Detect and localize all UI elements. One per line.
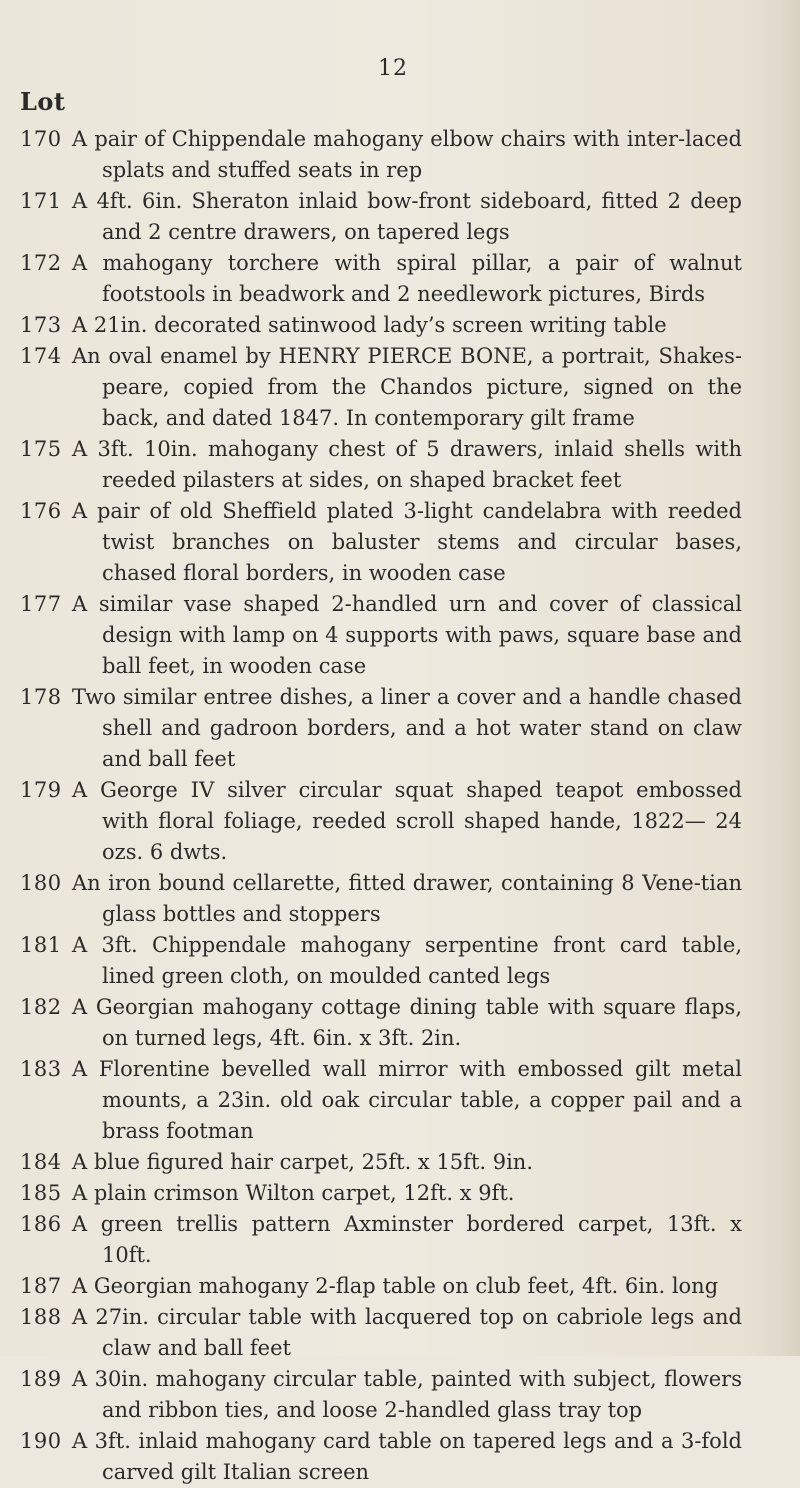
lot-entry [0, 434, 800, 496]
lot-entry [0, 1209, 800, 1271]
lot-entry [0, 341, 800, 434]
lot-entry [0, 310, 800, 341]
lot-number: 177 [20, 592, 62, 616]
lot-description: A Florentine bevelled wall mirror with embossed gilt metal mounts, a 23in. old oak circular table, a copper pail and a brass footman [72, 1057, 742, 1143]
lot-description: A blue figured hair carpet, 25ft. x 15ft. 9in. [72, 1150, 534, 1174]
lot-list [0, 124, 800, 1488]
lot-number: 175 [20, 437, 62, 461]
lot-description: A George IV silver circular squat shaped teapot embossed with floral foliage, reeded scroll shaped hande, 1822— 24 ozs. 6 dwts. [72, 778, 742, 864]
lot-number: 188 [20, 1305, 62, 1329]
lot-description: An oval enamel by HENRY PIERCE BONE, a portrait, Shakes-peare, copied from the Chandos picture, signed on the back, and dated 1847. In contemporary gilt frame [72, 344, 742, 430]
lot-entry [0, 1178, 800, 1209]
lot-column-header: Lot [20, 87, 66, 116]
lot-description: A pair of old Sheffield plated 3-light candelabra with reeded twist branches on baluster stems and circular bases, chased floral borders, in wooden case [72, 499, 742, 585]
lot-entry [0, 1302, 800, 1364]
lot-entry [0, 1054, 800, 1147]
lot-entry [0, 682, 800, 775]
lot-number: 173 [20, 313, 62, 337]
lot-description: A 30in. mahogany circular table, painted with subject, flowers and ribbon ties, and loose 2-handled glass tray top [72, 1367, 742, 1422]
lot-number: 189 [20, 1367, 62, 1391]
lot-number: 174 [20, 344, 62, 368]
lot-entry [0, 496, 800, 589]
lot-description: A 27in. circular table with lacquered top on cabriole legs and claw and ball feet [72, 1305, 742, 1360]
lot-description: A 21in. decorated satinwood lady’s screen writing table [72, 313, 667, 337]
lot-number: 180 [20, 871, 62, 895]
page-number: 12 [378, 56, 408, 81]
lot-entry [0, 1364, 800, 1426]
lot-number: 170 [20, 127, 62, 151]
lot-entry [0, 248, 800, 310]
lot-description: A 3ft. 10in. mahogany chest of 5 drawers, inlaid shells with reeded pilasters at sides, on shaped bracket feet [72, 437, 742, 492]
lot-number: 184 [20, 1150, 62, 1174]
lot-entry [0, 868, 800, 930]
lot-number: 176 [20, 499, 62, 523]
lot-entry [0, 992, 800, 1054]
lot-number: 182 [20, 995, 62, 1019]
lot-description: A similar vase shaped 2-handled urn and cover of classical design with lamp on 4 supports with paws, square base and ball feet, in wooden case [72, 592, 742, 678]
lot-number: 187 [20, 1274, 62, 1298]
lot-entry [0, 930, 800, 992]
lot-entry [0, 1271, 800, 1302]
lot-entry [0, 1147, 800, 1178]
lot-description: Two similar entree dishes, a liner a cover and a handle chased shell and gadroon borders, and a hot water stand on claw and ball feet [72, 685, 742, 771]
lot-entry [0, 124, 800, 186]
lot-number: 186 [20, 1212, 62, 1236]
lot-entry [0, 186, 800, 248]
lot-description: A 4ft. 6in. Sheraton inlaid bow-front sideboard, fitted 2 deep and 2 centre drawers, on tapered legs [72, 189, 742, 244]
lot-entry [0, 1426, 800, 1488]
lot-description: A pair of Chippendale mahogany elbow chairs with inter-laced splats and stuffed seats in rep [72, 127, 742, 182]
lot-description: An iron bound cellarette, fitted drawer, containing 8 Vene-tian glass bottles and stoppers [72, 871, 742, 926]
lot-number: 171 [20, 189, 62, 213]
lot-number: 179 [20, 778, 62, 802]
lot-description: A Georgian mahogany cottage dining table with square flaps, on turned legs, 4ft. 6in. x 3ft. 2in. [72, 995, 742, 1050]
lot-description: A mahogany torchere with spiral pillar, a pair of walnut footstools in beadwork and 2 needlework pictures, Birds [72, 251, 742, 306]
lot-description: A Georgian mahogany 2-flap table on club feet, 4ft. 6in. long [72, 1274, 719, 1298]
lot-number: 172 [20, 251, 62, 275]
lot-entry [0, 589, 800, 682]
lot-description: A 3ft. inlaid mahogany card table on tapered legs and a 3-fold carved gilt Italian screen [72, 1429, 742, 1484]
lot-number: 185 [20, 1181, 62, 1205]
lot-entry [0, 775, 800, 868]
lot-number: 178 [20, 685, 62, 709]
lot-number: 183 [20, 1057, 62, 1081]
lot-description: A plain crimson Wilton carpet, 12ft. x 9ft. [72, 1181, 515, 1205]
lot-description: A 3ft. Chippendale mahogany serpentine front card table, lined green cloth, on moulded canted legs [72, 933, 742, 988]
lot-description: A green trellis pattern Axminster bordered carpet, 13ft. x 10ft. [72, 1212, 742, 1267]
lot-number: 181 [20, 933, 62, 957]
lot-number: 190 [20, 1429, 62, 1453]
